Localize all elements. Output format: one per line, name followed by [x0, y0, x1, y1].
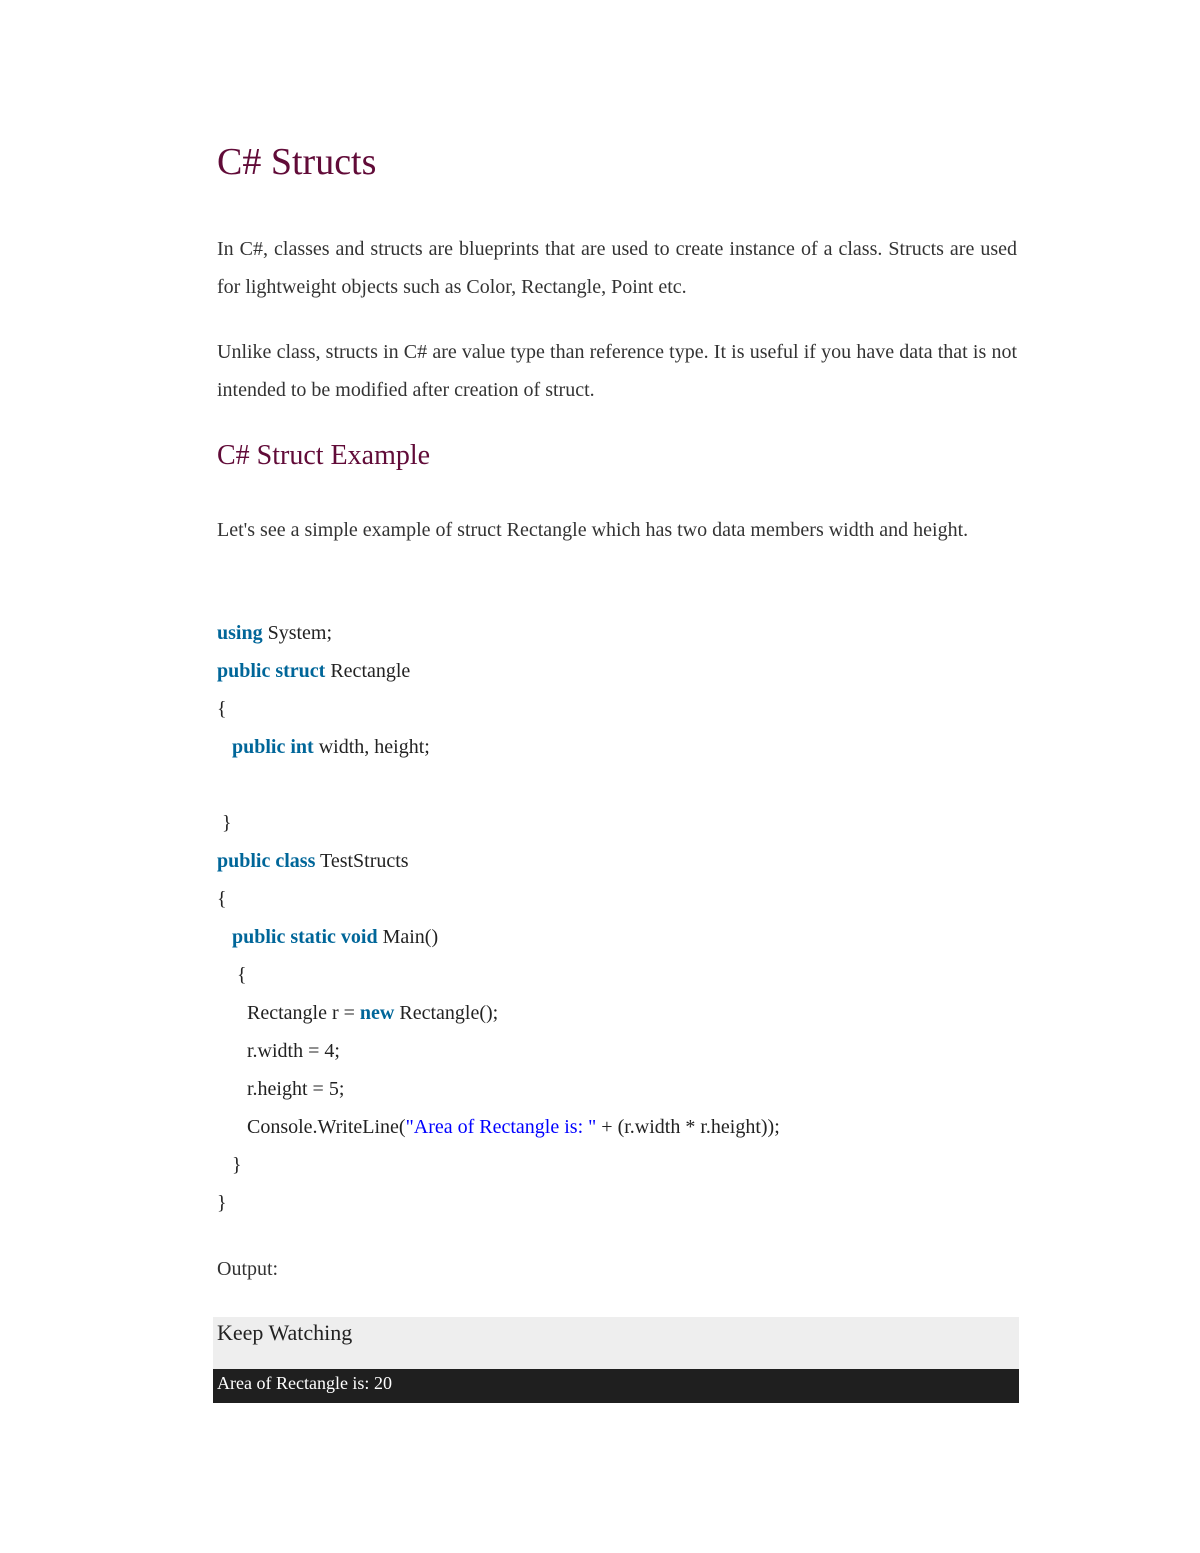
- code-line: [217, 728, 1017, 766]
- page-title: C# Structs: [217, 141, 377, 183]
- output-label: Output:: [217, 1258, 279, 1280]
- code-line: {: [217, 698, 227, 720]
- example-description: Let's see a simple example of struct Rectangle which has two data members width and height.: [217, 519, 969, 541]
- code-indent: [217, 926, 232, 948]
- code-block: [217, 614, 1017, 1222]
- code-keyword: public int: [232, 736, 314, 758]
- code-line: r.width = 4;: [217, 1040, 340, 1062]
- code-text: Rectangle();: [394, 1002, 499, 1024]
- code-text: Console.WriteLine(: [217, 1116, 406, 1138]
- code-text: width, height;: [313, 736, 430, 758]
- example-heading: C# Struct Example: [217, 440, 431, 471]
- code-line: }: [217, 1192, 227, 1214]
- code-text: Rectangle: [325, 660, 411, 682]
- code-line: [217, 614, 1017, 652]
- code-indent: [217, 736, 232, 758]
- code-line: {: [217, 964, 247, 986]
- code-text: System;: [262, 622, 333, 644]
- code-keyword: public static void: [232, 926, 378, 948]
- output-console-text: Area of Rectangle is: 20: [217, 1373, 392, 1393]
- code-keyword: public class: [217, 850, 316, 872]
- code-line: }: [217, 812, 232, 834]
- code-line: [217, 1108, 1017, 1146]
- code-keyword: new: [359, 1002, 395, 1024]
- keep-watching-label[interactable]: Keep Watching: [217, 1320, 353, 1345]
- code-keyword: using: [217, 622, 263, 644]
- code-text: Main(): [377, 926, 439, 948]
- code-string: "Area of Rectangle is: ": [405, 1116, 597, 1138]
- code-text: Rectangle r =: [217, 1002, 360, 1024]
- code-line: {: [217, 888, 227, 910]
- code-line: [217, 994, 1017, 1032]
- intro-paragraph-2: Unlike class, structs in C# are value type than reference type. It is useful if you have data that is not intended to be modified after creation of struct.: [217, 341, 1017, 401]
- code-keyword: public struct: [217, 660, 326, 682]
- code-text: TestStructs: [315, 850, 409, 872]
- code-line: [217, 918, 1017, 956]
- code-line-blank: [217, 766, 1017, 804]
- code-line: [217, 652, 1017, 690]
- code-line: r.height = 5;: [217, 1078, 345, 1100]
- code-line: }: [217, 1154, 242, 1176]
- intro-paragraph-1: In C#, classes and structs are blueprints that are used to create instance of a class. Structs are used for lightweight objects such as Color, Rectangle, Point etc.: [217, 238, 1017, 298]
- code-text: + (r.width * r.height));: [596, 1116, 780, 1138]
- code-line: [217, 842, 1017, 880]
